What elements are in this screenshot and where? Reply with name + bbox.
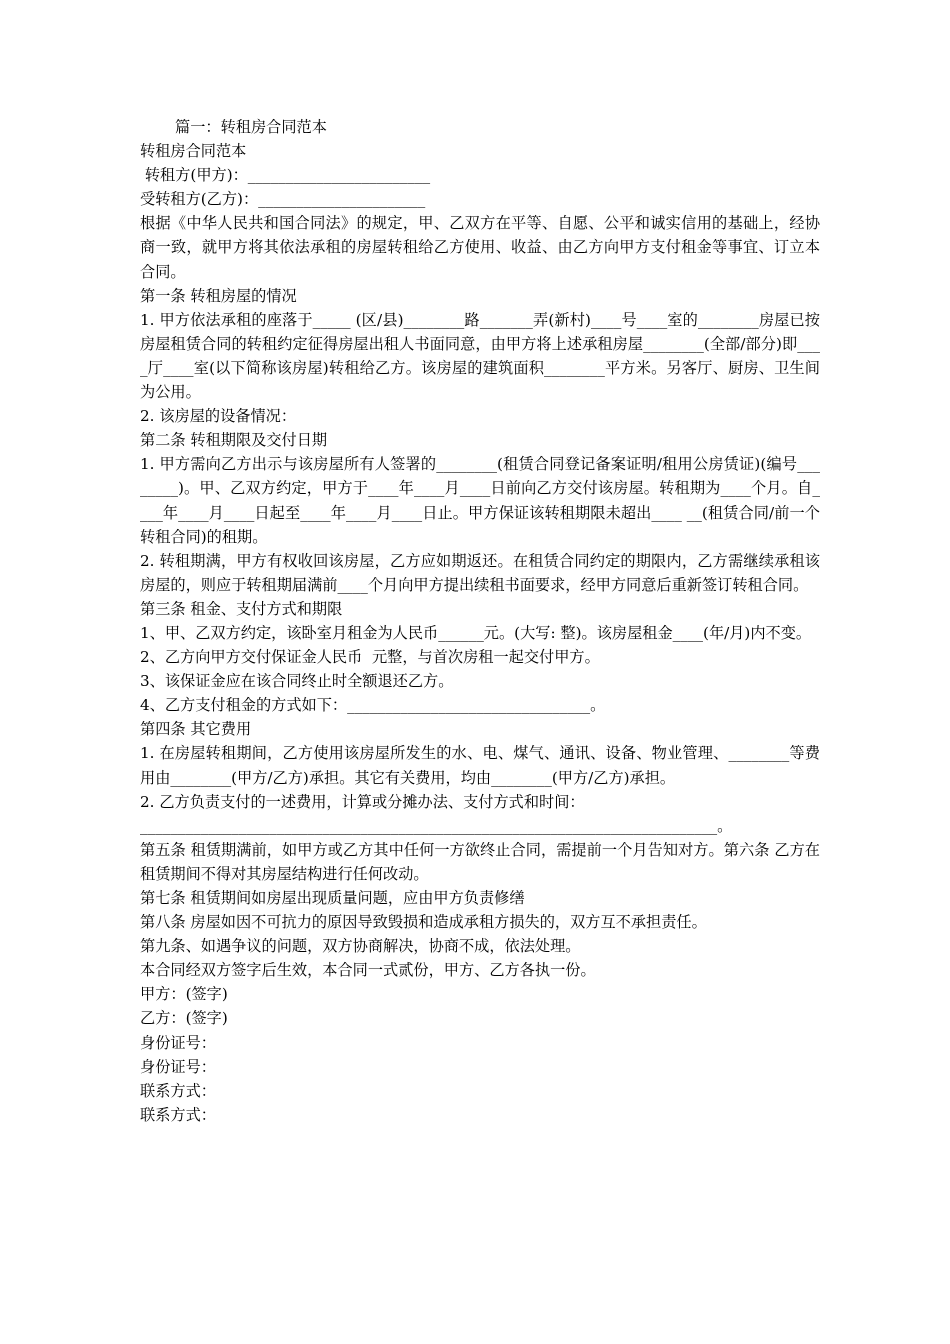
article-4-clause-2: 2. 乙方负责支付的一述费用，计算或分摊办法、支付方式和时间：	[140, 792, 585, 811]
party-a-line: 转租方(甲方)：________________________	[140, 166, 431, 185]
document-title: 转租房合同范本	[140, 142, 247, 161]
document-heading: 篇一：转租房合同范本	[175, 118, 327, 136]
article-4-clause-1: 1. 在房屋转租期间，乙方使用该房屋所发生的水、电、煤气、通讯、设备、物业管理、________等费用由________(甲方/乙方)承担。其它有关费用，均由________(甲方/乙方)承担。	[140, 744, 820, 787]
signature-party-a: 甲方：(签字)	[140, 985, 228, 1004]
article-3-clause-1: 1、甲、乙双方约定，该卧室月租金为人民币______元。(大写: 整)。该房屋租金____(年/月)内不变。	[140, 623, 812, 642]
article-5-6: 第五条 租赁期满前，如甲方或乙方其中任何一方欲终止合同，需提前一个月告知对方。第六条 乙方在租赁期间不得对其房屋结构进行任何改动。	[140, 840, 820, 883]
id-number-b: 身份证号：	[140, 1057, 216, 1076]
id-number-a: 身份证号：	[140, 1033, 216, 1052]
article-2-clause-2: 2. 转租期满，甲方有权收回该房屋，乙方应如期返还。在租赁合同约定的期限内，乙方需继续承租该房屋的，则应于转租期届满前____个月向甲方提出续租书面要求，经甲方同意后重新签订转租合同。	[140, 551, 820, 594]
article-9: 第九条、如遇争议的问题，双方协商解决，协商不成，依法处理。	[140, 937, 581, 956]
article-3-clause-4: 4、乙方支付租金的方式如下：________________________________。	[140, 696, 606, 715]
signature-party-b: 乙方：(签字)	[140, 1009, 228, 1028]
article-3-clause-2: 2、乙方向甲方交付保证金人民币 元整，与首次房租一起交付甲方。	[140, 648, 600, 667]
article-4-title: 第四条 其它费用	[140, 720, 252, 739]
party-b-line: 受转租方(乙方)：______________________	[140, 190, 426, 209]
contract-document	[140, 115, 820, 1127]
intro-paragraph: 根据《中华人民共和国合同法》的规定，甲、乙双方在平等、自愿、公平和诚实信用的基础上，经协商一致，就甲方将其依法承租的房屋转租给乙方使用、收益、由乙方向甲方支付租金等事宜、订立本合同。	[140, 214, 820, 281]
article-4-blank-line: ____________________________________________________________________________。	[140, 816, 733, 835]
contact-b: 联系方式：	[140, 1105, 216, 1124]
contact-a: 联系方式：	[140, 1081, 216, 1100]
article-2-title: 第二条 转租期限及交付日期	[140, 431, 328, 450]
article-8: 第八条 房屋如因不可抗力的原因导致毁损和造成承租方损失的，双方互不承担责任。	[140, 913, 707, 932]
article-3-title: 第三条 租金、支付方式和期限	[140, 599, 343, 618]
article-1-clause-2: 2. 该房屋的设备情况：	[140, 407, 297, 426]
article-7: 第七条 租赁期间如房屋出现质量问题，应由甲方负责修缮	[140, 889, 525, 907]
effect-clause: 本合同经双方签字后生效，本合同一式贰份，甲方、乙方各执一份。	[140, 961, 596, 980]
article-2-clause-1: 1. 甲方需向乙方出示与该房屋所有人签署的________(租赁合同登记备案证明/租用公房赁证)(编号________)。甲、乙双方约定，甲方于____年____月____日前向乙方交付该房屋。转租期为____个月。自____年____月____日起至____年____月____日止。甲方保证该转租期限未超出____ __(租赁合同/前一个转租合同)的租期。	[140, 455, 820, 546]
article-1-clause-1: 1. 甲方依法承租的座落于_____ (区/县)________路_______弄(新村)____号____室的________房屋已按房屋租赁合同的转租约定征得房屋出租人书面同意，由甲方将上述承租房屋________(全部/部分)即____厅____室(以下简称该房屋)转租给乙方。该房屋的建筑面积________平方米。另客厅、厨房、卫生间为公用。	[140, 310, 820, 402]
article-1-title: 第一条 转租房屋的情况	[140, 286, 297, 305]
article-3-clause-3: 3、该保证金应在该合同终止时全额退还乙方。	[140, 672, 454, 691]
